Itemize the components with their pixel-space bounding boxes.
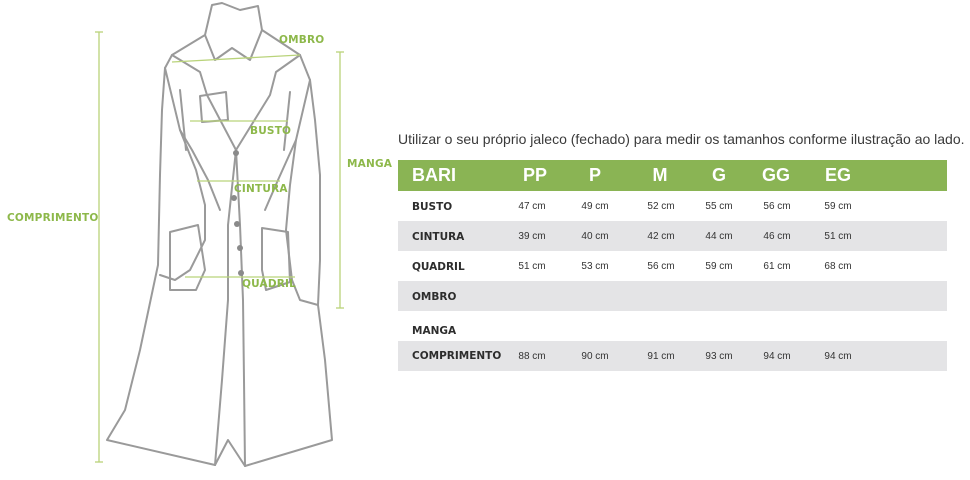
- cell-value: 52 cm: [647, 201, 675, 212]
- table-row-comprimento: [398, 341, 947, 371]
- cell-value: 44 cm: [705, 231, 733, 242]
- row-label: BUSTO: [412, 201, 453, 213]
- row-label: MANGA: [412, 325, 457, 337]
- cell-value: 94 cm: [763, 351, 791, 362]
- cell-value: 55 cm: [705, 201, 733, 212]
- table-row-ombro: [398, 281, 947, 311]
- cell-value: 90 cm: [581, 351, 609, 362]
- cell-value: 61 cm: [763, 261, 791, 272]
- cell-value: 47 cm: [518, 201, 546, 212]
- label-ombro: OMBRO: [279, 34, 325, 46]
- label-quadril: QUADRIL: [242, 278, 297, 290]
- cell-value: 51 cm: [824, 231, 852, 242]
- cell-value: 91 cm: [647, 351, 675, 362]
- size-header-pp: PP: [522, 165, 548, 185]
- size-header-p: P: [588, 165, 602, 185]
- row-label: OMBRO: [412, 291, 457, 303]
- row-label: CINTURA: [412, 231, 465, 243]
- intro-text: Utilizar o seu próprio jaleco (fechado) para medir os tamanhos conforme ilustração ao lado.: [398, 131, 965, 147]
- cell-value: 51 cm: [518, 261, 546, 272]
- size-table: [398, 160, 947, 371]
- table-row-cintura: [398, 221, 947, 251]
- size-header-eg: EG: [824, 165, 852, 185]
- cell-value: 39 cm: [518, 231, 546, 242]
- cell-value: 68 cm: [824, 261, 852, 272]
- size-header-g: G: [711, 165, 727, 185]
- coat-illustration: [0, 0, 393, 475]
- coat-sketch: [0, 0, 393, 475]
- table-row-quadril: [398, 251, 947, 281]
- cell-value: 46 cm: [763, 231, 791, 242]
- row-label: COMPRIMENTO: [412, 350, 502, 362]
- cell-value: 53 cm: [581, 261, 609, 272]
- size-header-m: M: [652, 165, 668, 185]
- cell-value: 93 cm: [705, 351, 733, 362]
- label-cintura: CINTURA: [234, 183, 288, 195]
- size-header-gg: GG: [761, 165, 791, 185]
- table-header: [398, 160, 947, 191]
- label-busto: BUSTO: [250, 125, 292, 137]
- label-comprimento: COMPRIMENTO: [7, 212, 99, 224]
- cell-value: 59 cm: [824, 201, 852, 212]
- label-manga: MANGA: [347, 158, 393, 170]
- cell-value: 94 cm: [824, 351, 852, 362]
- cell-value: 49 cm: [581, 201, 609, 212]
- table-row-busto: [398, 191, 947, 221]
- cell-value: 40 cm: [581, 231, 609, 242]
- cell-value: 56 cm: [763, 201, 791, 212]
- row-label: QUADRIL: [412, 261, 465, 273]
- cell-value: 88 cm: [518, 351, 546, 362]
- cell-value: 56 cm: [647, 261, 675, 272]
- table-row-manga: [398, 311, 947, 341]
- cell-value: 59 cm: [705, 261, 733, 272]
- cell-value: 42 cm: [647, 231, 675, 242]
- brand-label: BARI: [412, 165, 456, 185]
